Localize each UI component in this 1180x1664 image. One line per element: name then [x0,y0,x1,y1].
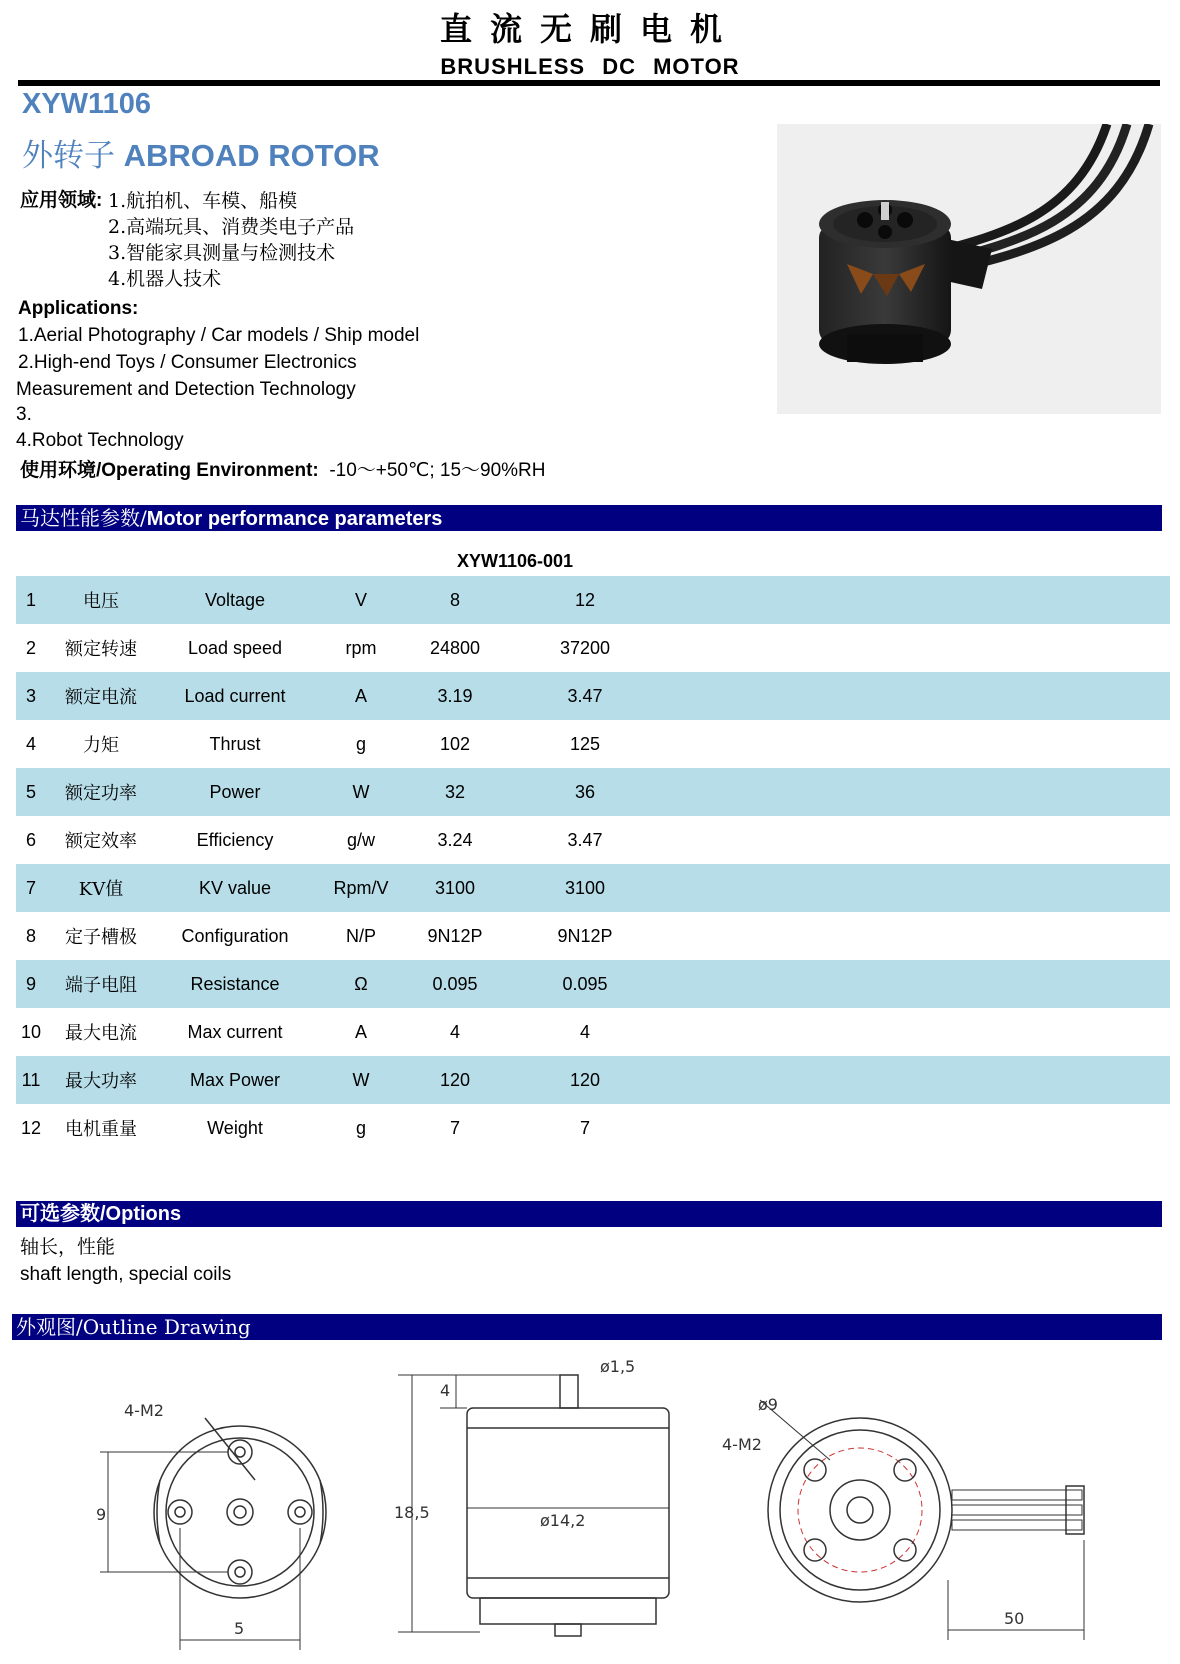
header-divider [18,80,1160,86]
performance-section-header [16,505,1162,531]
param-name-en: Voltage [156,576,314,624]
product-photo [777,124,1161,414]
param-value-2: 3.47 [502,672,668,720]
outline-section-header: 外观图/Outline Drawing [12,1314,1162,1340]
param-name-en: Configuration [181,925,289,946]
param-name-cn: 电机重量 [65,1119,137,1140]
param-value-1: 9N12P [427,925,483,946]
param-value-2: 125 [569,733,601,754]
table-row [16,912,1170,960]
row-filler [668,1104,1170,1152]
param-value-1: 3.19 [408,672,502,720]
performance-table-title: XYW1106-001 [456,551,574,571]
param-value-2: 37200 [559,637,611,658]
applications-cn-item: 2.高端玩具、消费类电子产品 [108,216,355,238]
param-value-2: 3.47 [567,829,603,850]
dim-label: 4-M2 [722,1435,762,1454]
param-unit: W [314,1056,408,1104]
side-view [398,1375,669,1636]
param-unit: V [314,576,408,624]
table-row [16,720,1170,768]
dim-label: ø14,2 [540,1511,586,1530]
param-value-1: 3.24 [437,829,473,850]
dim-label: 4 [440,1381,451,1400]
param-value-1: 102 [439,733,471,754]
title-english: BRUSHLESS DC MOTOR [440,54,740,79]
rotor-type [22,130,380,175]
applications-cn-item: 1.航拍机、车模、船模 [108,190,298,212]
param-name-en: Thrust [209,733,261,754]
table-row [16,768,1170,816]
applications-en-line: 4.Robot Technology [16,430,184,451]
param-name-cn: 额定电流 [46,672,156,720]
param-name-cn: KV值 [46,864,156,912]
applications-en-line: 3. [16,404,32,425]
dim-label: 4-M2 [124,1401,164,1420]
table-row [16,816,1170,864]
dim-label: 50 [1004,1609,1025,1628]
param-unit: g [355,733,366,754]
table-row [16,1008,1170,1056]
table-row [16,864,1170,912]
dim-label: ø9 [758,1395,778,1414]
param-name-en: Max Power [156,1056,314,1104]
param-name-en: Weight [207,1117,263,1138]
param-name-cn: 最大电流 [65,1023,137,1044]
param-unit: rpm [345,637,377,658]
param-value-2: 120 [502,1056,668,1104]
row-number: 6 [25,829,36,850]
param-value-1: 8 [408,576,502,624]
bottom-view [760,1400,1084,1640]
applications-en-line: 1.Aerial Photography / Car models / Ship model [18,325,420,346]
row-filler [668,816,1170,864]
param-name-cn: 额定转速 [65,639,137,660]
applications-cn-label [20,190,102,212]
row-filler [668,672,1170,720]
performance-heading-en: Motor performance parameters [146,508,443,530]
dim-label: ø1,5 [600,1357,636,1376]
row-number: 7 [16,864,46,912]
param-unit: A [314,672,408,720]
param-name-cn: 端子电阻 [46,960,156,1008]
row-filler [668,576,1170,624]
options-section-header: 可选参数/Options [16,1201,1162,1227]
row-number: 3 [16,672,46,720]
operating-environment-value: -10～+50℃; 15～90%RH [329,460,546,481]
row-number: 1 [16,576,46,624]
row-number: 8 [25,925,36,946]
param-name-cn: 力矩 [83,735,119,756]
param-unit: g [355,1117,366,1138]
operating-environment [20,460,546,482]
param-name-cn: 额定功率 [46,768,156,816]
param-unit: Ω [314,960,408,1008]
param-unit: g/w [346,829,375,850]
dim-label: 5 [234,1619,245,1638]
table-row [16,672,1170,720]
table-row [16,1104,1170,1152]
param-unit: Rpm/V [314,864,408,912]
param-name-cn: 额定效率 [65,831,137,852]
outline-drawing [0,1340,1180,1664]
param-value-1: 120 [408,1056,502,1104]
param-value-1: 7 [449,1117,460,1138]
param-name-en: KV value [156,864,314,912]
param-value-2: 3100 [502,864,668,912]
row-number: 2 [25,637,36,658]
param-name-cn: 定子槽极 [65,927,137,948]
param-name-en: Max current [187,1021,283,1042]
row-number: 11 [16,1056,46,1104]
param-value-2: 36 [502,768,668,816]
param-value-2: 12 [502,576,668,624]
param-name-en: Efficiency [196,829,274,850]
applications-en-line: Measurement and Detection Technology [16,379,356,400]
dim-label: 18,5 [394,1503,430,1522]
row-filler [668,1008,1170,1056]
param-name-en: Power [156,768,314,816]
rotor-type-cn: 外转子 [22,138,115,174]
param-unit: N/P [345,925,376,946]
dim-label: 9 [96,1505,107,1524]
row-number: 12 [20,1117,42,1138]
param-value-1: 0.095 [408,960,502,1008]
model-number: XYW1106 [22,88,151,120]
row-filler [668,720,1170,768]
table-row [16,624,1170,672]
title-chinese: 直流无刷电机 [439,10,740,48]
param-value-2: 4 [579,1021,590,1042]
param-value-2: 9N12P [557,925,613,946]
param-value-1: 3100 [408,864,502,912]
table-row [16,1056,1170,1104]
top-view [100,1418,326,1650]
motor-photo-illustration [777,124,1161,414]
row-filler [668,960,1170,1008]
row-number: 4 [25,733,36,754]
row-number: 5 [16,768,46,816]
row-filler [668,912,1170,960]
performance-table [16,576,1170,1152]
param-unit: W [314,768,408,816]
table-row [16,960,1170,1008]
applications-cn-label-text: 应用领域: [20,190,103,211]
row-filler [668,624,1170,672]
param-name-cn: 最大功率 [46,1056,156,1104]
param-name-en: Load current [156,672,314,720]
row-number: 10 [20,1021,42,1042]
param-value-2: 0.095 [502,960,668,1008]
param-name-en: Load speed [187,637,283,658]
param-unit: A [354,1021,367,1042]
row-filler [668,1056,1170,1104]
param-value-1: 32 [408,768,502,816]
row-filler [668,864,1170,912]
row-number: 9 [16,960,46,1008]
applications-en-line: 2.High-end Toys / Consumer Electronics [18,352,357,373]
row-filler [668,768,1170,816]
param-value-1: 4 [449,1021,460,1042]
applications-cn-item: 4.机器人技术 [108,268,222,290]
rotor-type-en: ABROAD ROTOR [123,138,380,173]
applications-cn-item: 3.智能家具测量与检测技术 [108,242,336,264]
options-line-en: shaft length, special coils [20,1264,232,1285]
param-name-en: Resistance [156,960,314,1008]
options-line-cn: 轴长，性能 [20,1236,116,1258]
param-value-2: 7 [579,1117,590,1138]
param-value-1: 24800 [429,637,481,658]
applications-en-label: Applications: [18,298,139,319]
operating-environment-label: 使用环境/Operating Environment: [20,460,319,481]
performance-heading-cn: 马达性能参数/ [20,506,147,530]
param-name-cn: 电压 [46,576,156,624]
table-row [16,576,1170,624]
